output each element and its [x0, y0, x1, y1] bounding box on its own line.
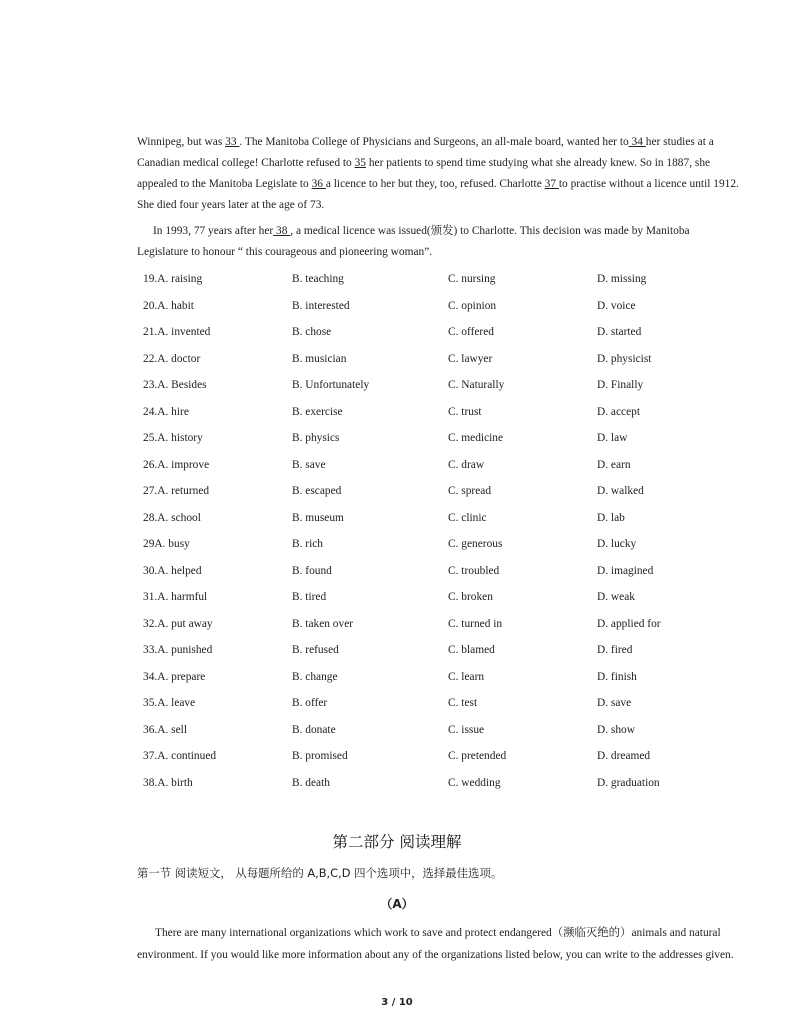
option-c: C. learn	[448, 670, 485, 683]
option-a: 36.A. sell	[143, 723, 187, 736]
passage-paragraph-2	[137, 221, 742, 263]
option-c: C. test	[448, 697, 478, 709]
option-c: C. nursing	[448, 273, 496, 285]
option-b: B. taken over	[292, 617, 354, 630]
passage-paragraph-1	[137, 132, 742, 216]
option-d: D. missing	[597, 273, 647, 285]
option-d: D. earn	[597, 458, 631, 471]
option-b: B. offer	[292, 697, 328, 709]
option-c: C. Naturally	[448, 379, 505, 391]
option-row	[143, 535, 703, 562]
passage-text: a licence to her but they, too, refused. Charlotte	[325, 178, 545, 190]
option-c: C. generous	[448, 538, 503, 550]
option-b: B. physics	[292, 432, 340, 444]
option-row	[143, 429, 703, 456]
passage-subtitle: （A）	[380, 897, 414, 911]
option-c: C. wedding	[448, 776, 501, 789]
option-row	[143, 509, 703, 536]
option-row	[143, 403, 703, 430]
option-row	[143, 456, 703, 483]
blank-35: 35	[354, 157, 366, 169]
options-table	[143, 270, 703, 800]
option-c: C. blamed	[448, 644, 495, 656]
option-b: B. museum	[292, 511, 344, 524]
option-a: 37.A. continued	[143, 750, 217, 762]
option-b: B. promised	[292, 750, 348, 762]
option-a: 29A. busy	[143, 538, 190, 550]
passage-text: Winnipeg, but was	[137, 136, 226, 148]
option-row	[143, 270, 703, 297]
option-b: B. change	[292, 670, 338, 683]
option-d: D. weak	[597, 591, 635, 603]
option-a: 32.A. put away	[143, 617, 213, 630]
option-a: 35.A. leave	[143, 697, 196, 709]
passage-text: In 1993, 77 years after her	[153, 225, 274, 237]
option-d: D. show	[597, 723, 635, 736]
blank-38: 38	[273, 225, 291, 237]
option-row	[143, 323, 703, 350]
option-b: B. save	[292, 458, 326, 471]
option-b: B. escaped	[292, 485, 342, 497]
option-a: 30.A. helped	[143, 564, 202, 577]
option-a: 31.A. harmful	[143, 591, 208, 603]
option-c: C. broken	[448, 591, 493, 603]
option-a: 26.A. improve	[143, 458, 210, 471]
option-d: D. graduation	[597, 776, 660, 789]
option-row	[143, 350, 703, 377]
option-c: C. pretended	[448, 750, 507, 762]
passage-text: her studies at a Canadian medical college! Charlotte refused to	[137, 136, 714, 169]
option-d: D. dreamed	[597, 750, 651, 762]
option-d: D. finish	[597, 670, 637, 683]
option-row	[143, 482, 703, 509]
option-b: B. teaching	[292, 273, 344, 285]
option-c: C. offered	[448, 326, 494, 338]
option-b: B. interested	[292, 299, 350, 312]
option-a: 33.A. punished	[143, 644, 213, 656]
option-row	[143, 774, 703, 801]
option-a: 21.A. invented	[143, 326, 211, 338]
option-row	[143, 668, 703, 695]
section-title: 第二部分 阅读理解	[332, 833, 462, 851]
option-c: C. trust	[448, 405, 482, 418]
option-d: D. walked	[597, 485, 644, 497]
blank-36: 36	[311, 178, 326, 190]
option-c: C. opinion	[448, 299, 497, 312]
blank-33: 33	[225, 136, 240, 148]
section-instruction: 第一节 阅读短文， 从每题所给的 A,B,C,D 四个选项中，选择最佳选项。	[137, 866, 503, 880]
option-d: D. started	[597, 326, 642, 338]
passage-text: her patients to spend time studying what she already knew. So in 1887, she appealed to the Manitoba Legislate to	[137, 157, 711, 190]
page-number: 3 / 10	[381, 997, 413, 1008]
option-row	[143, 615, 703, 642]
option-b: B. musician	[292, 352, 347, 365]
option-a: 28.A. school	[143, 511, 201, 524]
option-d: D. applied for	[597, 617, 661, 630]
option-c: C. lawyer	[448, 352, 493, 365]
option-b: B. refused	[292, 644, 339, 656]
option-a: 38.A. birth	[143, 776, 193, 789]
option-d: D. physicist	[597, 352, 652, 365]
option-d: D. lucky	[597, 538, 637, 550]
option-a: 27.A. returned	[143, 485, 210, 497]
option-b: B. chose	[292, 326, 332, 338]
option-row	[143, 721, 703, 748]
option-a: 20.A. habit	[143, 299, 194, 312]
option-d: D. lab	[597, 511, 625, 524]
option-c: C. medicine	[448, 432, 504, 444]
passage-text: . The Manitoba College of Physicians and Surgeons, an all-male board, wanted her to	[239, 136, 629, 148]
option-b: B. Unfortunately	[292, 379, 370, 391]
option-c: C. issue	[448, 723, 485, 736]
option-b: B. donate	[292, 723, 336, 736]
option-d: D. Finally	[597, 379, 644, 391]
option-d: D. voice	[597, 299, 636, 312]
option-d: D. fired	[597, 644, 633, 656]
option-row	[143, 562, 703, 589]
option-b: B. tired	[292, 591, 327, 603]
option-a: 19.A. raising	[143, 273, 203, 285]
blank-34: 34	[628, 136, 646, 148]
option-a: 23.A. Besides	[143, 379, 207, 391]
passage-text: to practise without a licence until 1912. She died four years later at the age of 73.	[137, 178, 739, 211]
option-a: 34.A. prepare	[143, 670, 206, 683]
option-b: B. found	[292, 564, 332, 577]
option-row	[143, 694, 703, 721]
option-row	[143, 588, 703, 615]
option-row	[143, 376, 703, 403]
option-a: 25.A. history	[143, 432, 203, 444]
option-d: D. imagined	[597, 564, 654, 577]
option-d: D. law	[597, 432, 628, 444]
option-row	[143, 297, 703, 324]
blank-37: 37	[544, 178, 559, 190]
option-c: C. turned in	[448, 617, 503, 630]
reading-paragraph: There are many international organizations which work to save and protect endangered（濒临灭绝的）animals and natural environment. If you would like more information about any of the organizations listed below, you can write to the addresses given.	[137, 927, 734, 961]
option-d: D. accept	[597, 405, 641, 418]
option-c: C. clinic	[448, 511, 487, 524]
passage-text: , a medical licence was issued(颁发) to Charlotte. This decision was made by Manitoba Legislature to honour “ this courageous and pioneering woman”.	[137, 225, 690, 258]
option-b: B. exercise	[292, 405, 343, 418]
option-a: 22.A. doctor	[143, 352, 201, 365]
option-b: B. rich	[292, 538, 324, 550]
option-row	[143, 747, 703, 774]
option-b: B. death	[292, 776, 330, 789]
option-row	[143, 641, 703, 668]
option-c: C. draw	[448, 458, 485, 471]
option-c: C. troubled	[448, 564, 500, 577]
option-c: C. spread	[448, 485, 492, 497]
option-d: D. save	[597, 697, 632, 709]
option-a: 24.A. hire	[143, 405, 189, 418]
